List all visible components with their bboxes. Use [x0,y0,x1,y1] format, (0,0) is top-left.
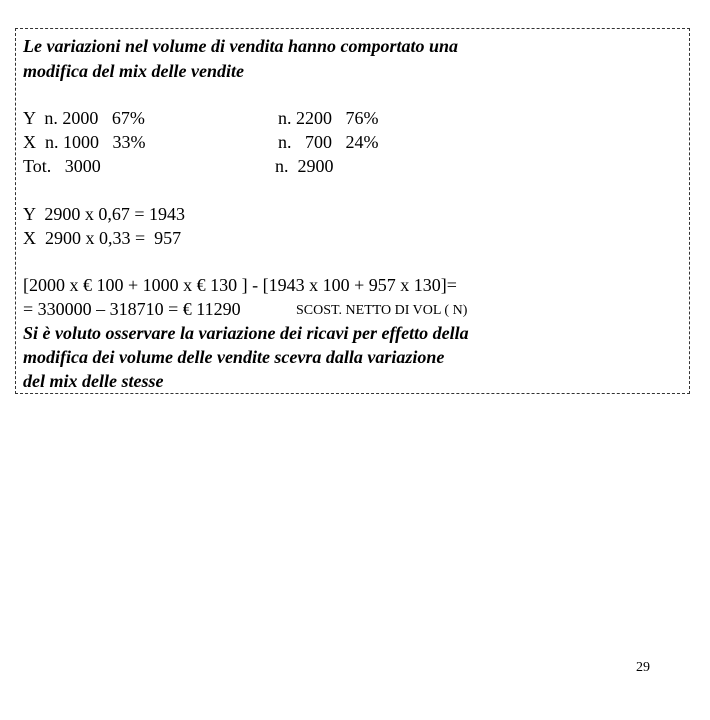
table-row-y-left: Y n. 2000 67% [23,108,145,128]
formula-line-2: = 330000 – 318710 = € 11290 [23,299,241,319]
calc-line-x: X 2900 x 0,33 = 957 [23,228,182,248]
table-row-x-left: X n. 1000 33% [23,132,146,152]
heading-line-2: modifica del mix delle vendite [23,61,244,81]
table-row-x-right: n. 700 24% [278,132,379,152]
conclusion-line-3: del mix delle stesse [23,371,164,391]
table-row-total-right: n. 2900 [275,156,334,176]
formula-line-1: [2000 x € 100 + 1000 x € 130 ] - [1943 x 100 + 957 x 130]= [23,275,457,295]
page-number: 29 [636,660,650,675]
table-row-total-left: Tot. 3000 [23,156,101,176]
conclusion-line-2: modifica dei volume delle vendite scevra dalla variazione [23,347,445,367]
conclusion-line-1: Si è voluto osservare la variazione dei ricavi per effetto della [23,323,469,343]
formula-label: SCOST. NETTO DI VOL ( N) [296,303,468,318]
calc-line-y: Y 2900 x 0,67 = 1943 [23,204,185,224]
heading-line-1: Le variazioni nel volume di vendita hanno comportato una [23,36,459,56]
table-row-y-right: n. 2200 76% [278,108,379,128]
